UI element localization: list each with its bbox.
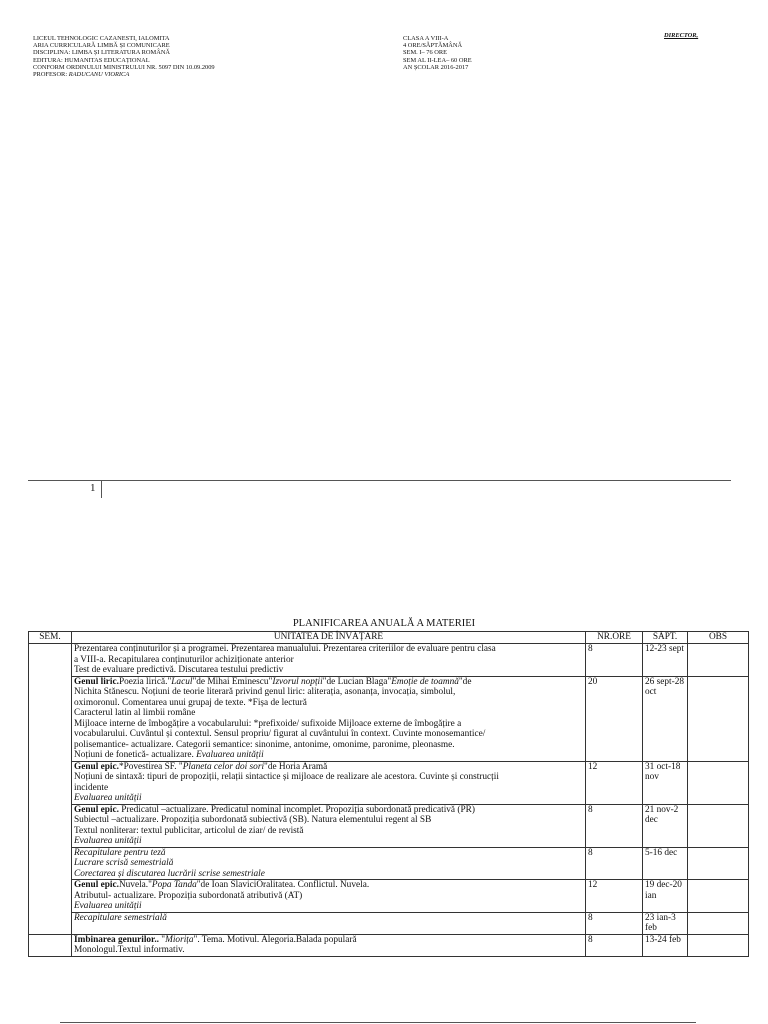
header-discipline: DISCIPLINA: LIMBA ȘI LITERATURA ROMÂNĂ <box>33 49 171 57</box>
table-row <box>29 644 749 677</box>
weeks-cell: 21 nov-2 dec <box>643 804 688 847</box>
hours-cell: 8 <box>586 912 643 934</box>
unit-cell: Îmbinarea genurilor.. "Miorița". Tema. Motivul. Alegoria.Balada populară Monologul.Textul informativ. <box>72 934 586 956</box>
sem-cell <box>29 644 72 935</box>
page-footer-rule <box>28 480 731 481</box>
header-director: DIRECTOR, <box>664 32 699 39</box>
page-number-divider <box>101 481 102 498</box>
plan-title: PLANIFICAREA ANUALĂ A MATERIEI <box>292 618 476 629</box>
bottom-rule <box>60 1022 696 1023</box>
header-teacher <box>33 71 215 78</box>
obs-cell <box>688 676 749 761</box>
hours-cell: 12 <box>586 761 643 804</box>
col-header-hours: NR.ORE <box>586 632 643 644</box>
hours-cell: 20 <box>586 676 643 761</box>
weeks-cell: 31 oct-18 nov <box>643 761 688 804</box>
obs-cell <box>688 804 749 847</box>
teacher-name: RADUCANU VIORICA <box>68 71 130 79</box>
obs-cell <box>688 934 749 956</box>
table-row <box>29 804 749 847</box>
table-row <box>29 880 749 913</box>
header-school-year: AN ȘCOLAR 2016-2017 <box>403 63 469 71</box>
unit-cell: Prezentarea conținuturilor și a programei. Prezentarea manualului. Prezentarea criteriilor de evaluare pentru clasa a VIII-a. Recapitularea conținuturilor achiziționate anterior Test de evaluare predictivă. Discutarea testului predictiv <box>72 644 586 677</box>
weeks-cell: 26 sept-28 oct <box>643 676 688 761</box>
header-curricular-area: ARIA CURRICULARĂ LIMBĂ ȘI COMUNICARE <box>33 42 170 50</box>
unit-cell: Recapitulare semestrială <box>72 912 586 934</box>
header-hours-week: 4 ORE/SĂPTĂMÂNĂ <box>403 42 463 50</box>
hours-cell: 8 <box>586 644 643 677</box>
col-header-sem: SEM. <box>29 632 72 644</box>
obs-cell <box>688 880 749 913</box>
obs-cell <box>688 847 749 880</box>
table-row <box>29 847 749 880</box>
table-row <box>29 912 749 934</box>
weeks-cell: 5-16 dec <box>643 847 688 880</box>
unit-cell: Recapitulare pentru teză Lucrare scrisă semestrială Corectarea și discutarea lucrării scrise semestriale <box>72 847 586 880</box>
table-header-row <box>29 632 749 644</box>
hours-cell: 8 <box>586 847 643 880</box>
obs-cell <box>688 912 749 934</box>
weeks-cell: 19 dec-20 ian <box>643 880 688 913</box>
teacher-label: PROFESOR: <box>33 71 69 79</box>
plan-table <box>28 631 749 957</box>
table-row <box>29 934 749 956</box>
unit-cell: Genul epic.*Povestirea SF. "Planeta celor doi sori"de Horia Aramă Noțiuni de sintaxă: tipuri de propoziții, relații sintactice și mijloace de realizare ale acestora. Cuvinte și construcții incidente Evaluarea unității <box>72 761 586 804</box>
header-publisher: EDITURA: HUMANITAS EDUCAȚIONAL <box>33 56 150 64</box>
header-left-block <box>33 35 215 78</box>
header-sem2-hours: SEM AL II-LEA– 60 ORE <box>403 56 472 64</box>
header-class: CLASA A VIII-A <box>403 35 449 42</box>
page-number: 1 <box>90 482 96 494</box>
table-row <box>29 676 749 761</box>
unit-cell: Genul liric.Poezia lirică."Lacul"de Mihai Eminescu"Izvorul nopții"de Lucian Blaga"Emoție de toamnă"de Nichita Stănescu. Noțiuni de teorie literară privind genul liric: aliterația, asonanța, invocația, simbolul, oximoronul. Comentarea unui grupaj de texte. *Fișa de lectură Caracterul latin al limbii române Mijloace interne de îmbogățire a vocabularului: *prefixoide/ sufixoide Mijloace externe de îmbogățire a vocabularului. Cuvântul și contextul. Sensul propriu/ figurat al cuvântului în context. Cuvinte monosemantice/ polisemantice- actualizare. Categorii semantice: sinonime, antonime, omonime, paronime, pleonasme. Noțiuni de fonetică- actualizare. Evaluarea unității <box>72 676 586 761</box>
sem-cell <box>29 934 72 956</box>
unit-cell: Genul epic.Nuvela."Popa Tanda"de Ioan SlaviciOralitatea. Conflictul. Nuvela. Atributul- actualizare. Propoziția subordonată atributivă (AT) Evaluarea unității <box>72 880 586 913</box>
hours-cell: 8 <box>586 804 643 847</box>
col-header-weeks: SĂPT. <box>643 632 688 644</box>
col-header-unit: UNITATEA DE ÎNVĂȚARE <box>72 632 586 644</box>
header-school: LICEUL TEHNOLOGIC CAZANESTI, IALOMITA <box>33 35 170 42</box>
hours-cell: 12 <box>586 880 643 913</box>
obs-cell <box>688 644 749 677</box>
weeks-cell: 12-23 sept <box>643 644 688 677</box>
header-class-block <box>403 35 472 71</box>
obs-cell <box>688 761 749 804</box>
weeks-cell: 23 ian-3 feb <box>643 912 688 934</box>
weeks-cell: 13-24 feb <box>643 934 688 956</box>
hours-cell: 8 <box>586 934 643 956</box>
table-row <box>29 761 749 804</box>
unit-cell: Genul epic. Predicatul –actualizare. Predicatul nominal incomplet. Propoziția subordonată predicativă (PR) Subiectul –actualizare. Propoziția subordonată subiectivă (SB). Natura elementului regent al SB Textul nonliterar: textul publicitar, articolul de ziar/ de revistă Evaluarea unității <box>72 804 586 847</box>
col-header-obs: OBS <box>688 632 749 644</box>
header-order: CONFORM ORDINULUI MINISTRULUI NR. 5097 DIN 10.09.2009 <box>33 63 215 71</box>
header-sem1-hours: SEM. I– 76 ORE <box>403 49 448 57</box>
